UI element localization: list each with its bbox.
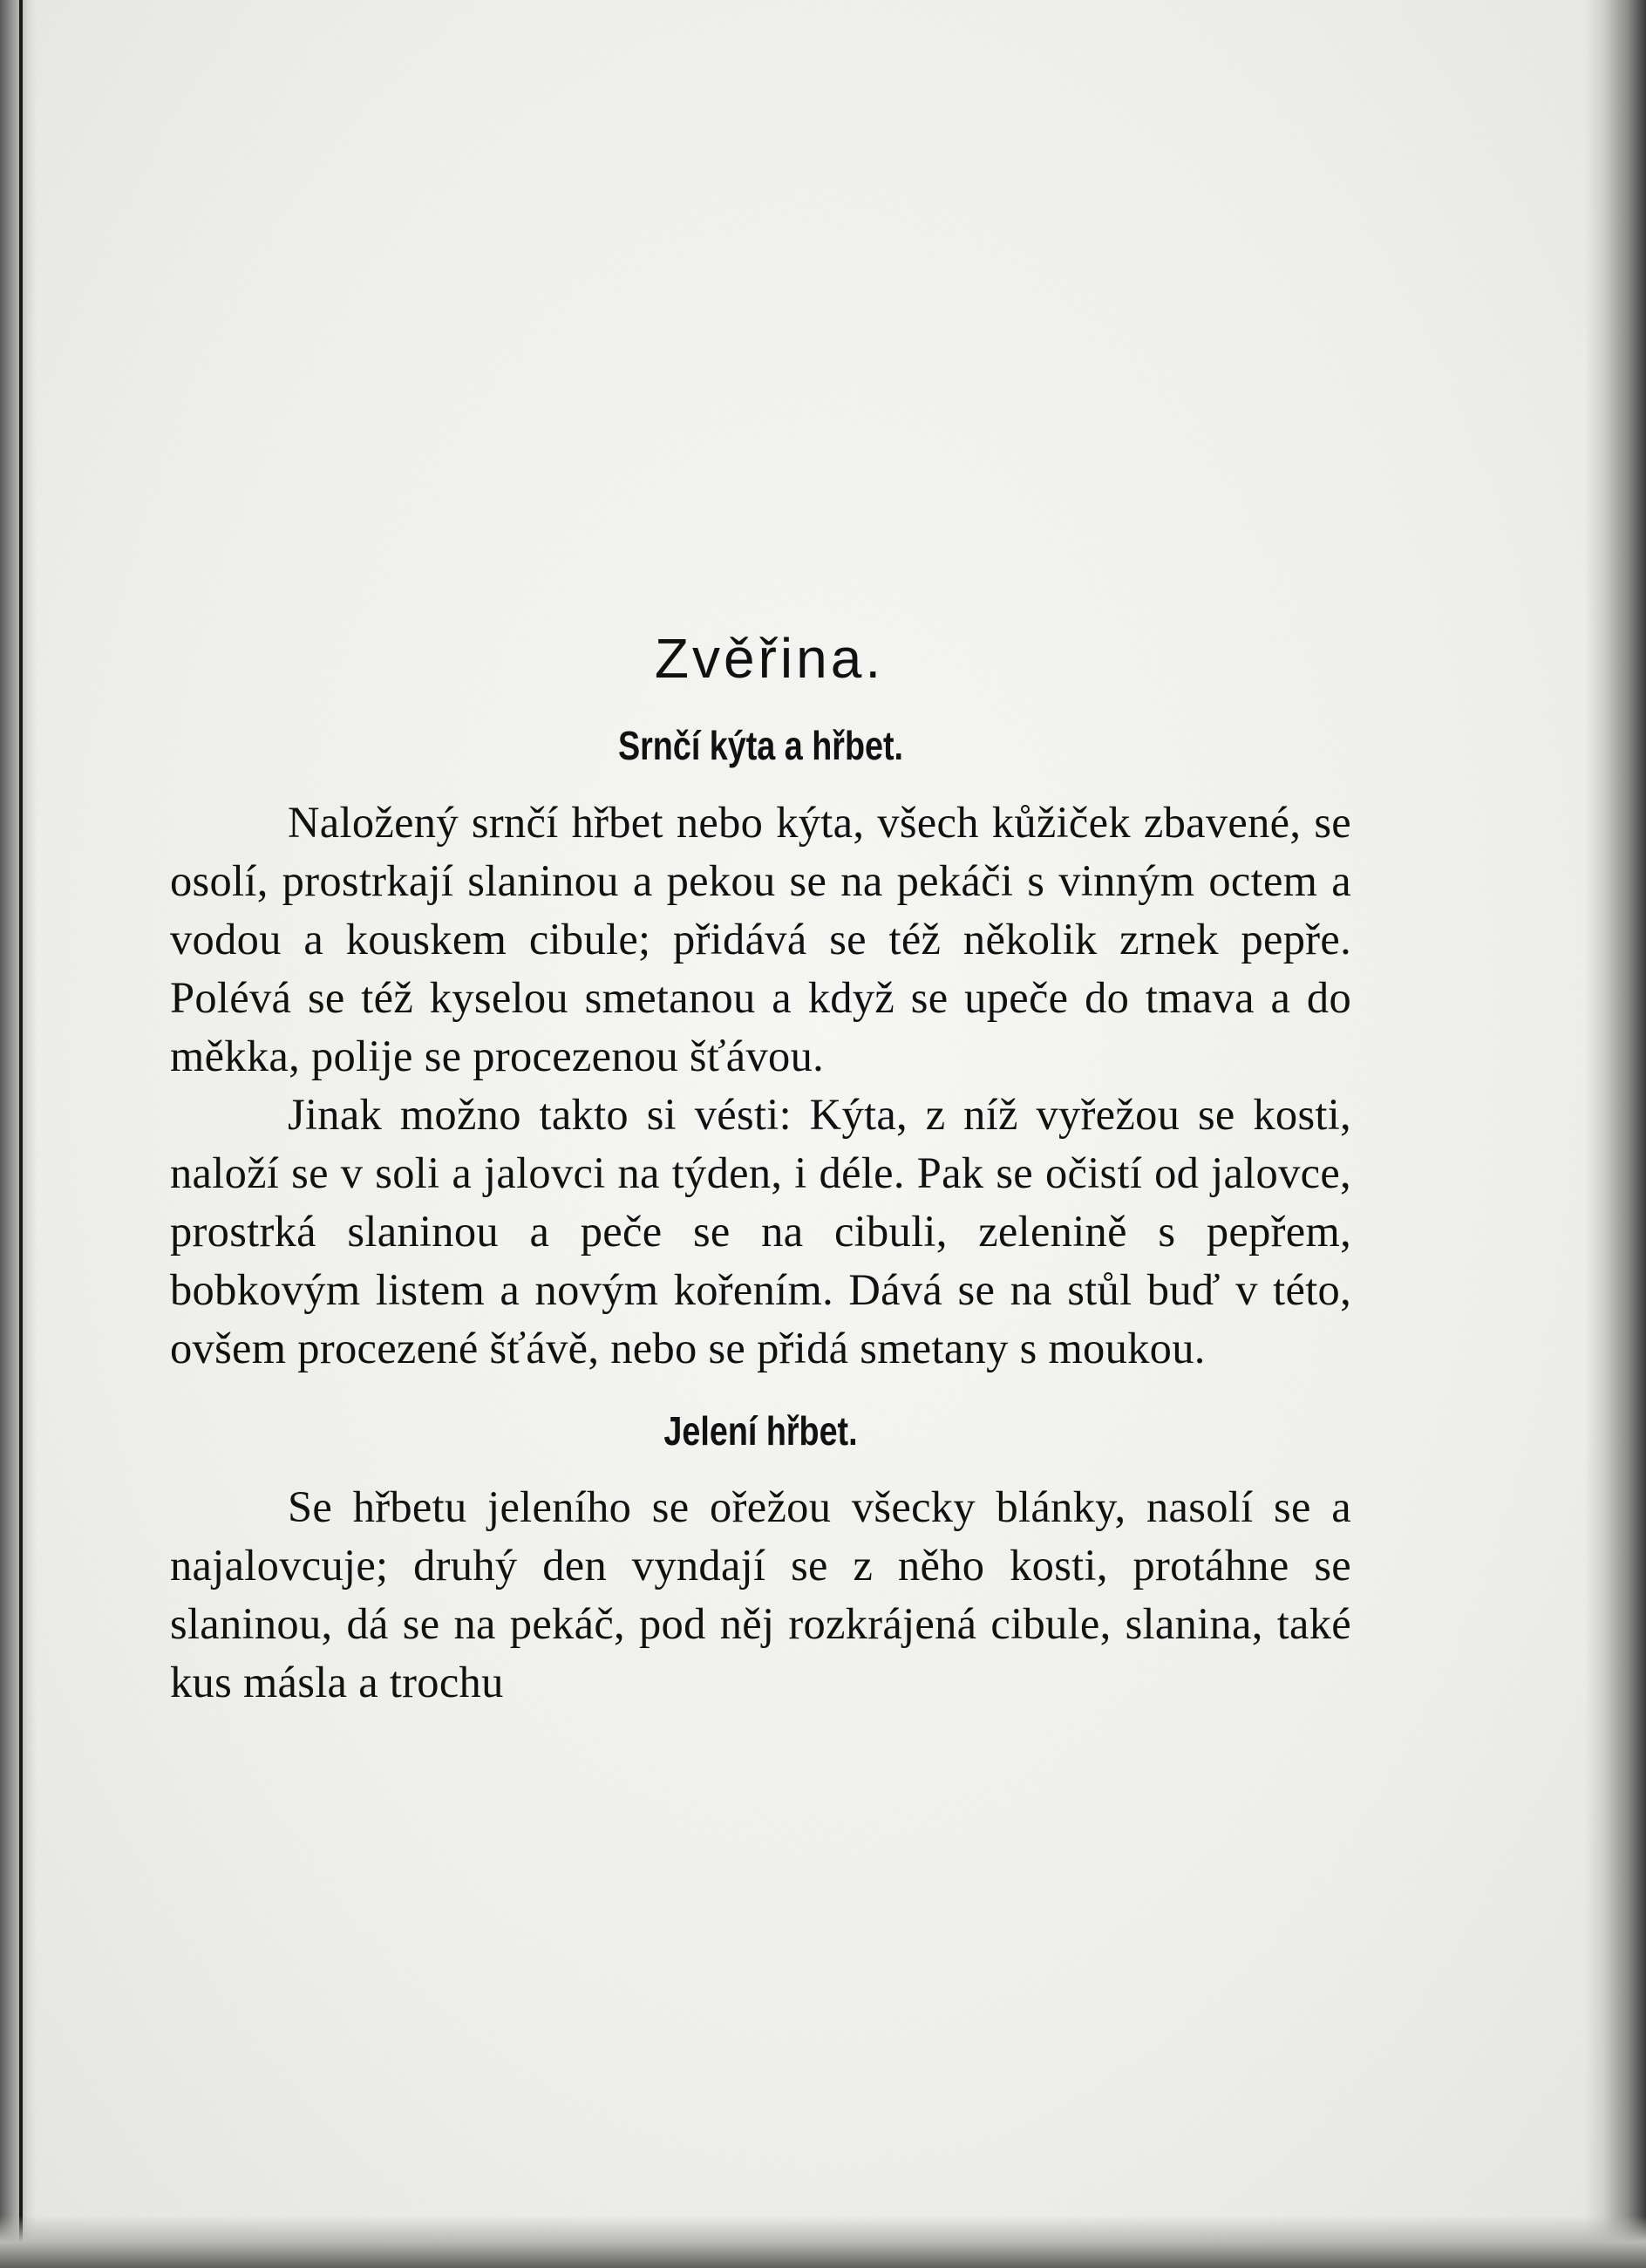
- page-bottom-edge-shadow: [0, 2216, 1646, 2268]
- page-left-edge-shadow: [0, 0, 37, 2268]
- paragraph: Se hřbetu jeleního se ořežou všecky blánky, nasolí se a najalovcuje; druhý den vyndají se z něho kosti, protáhne se slaninou, dá se na pekáč, pod něj rozkrájená cibule, slanina, také kus másla a trochu: [170, 1481, 1351, 1706]
- chapter-title: Zvěřina.: [654, 627, 885, 690]
- binding-line: [19, 0, 23, 2268]
- page-content: [170, 628, 1351, 1712]
- section-heading: Jelení hřbet.: [663, 1407, 858, 1454]
- paragraph: Naložený srnčí hřbet nebo kýta, všech kůžiček zbavené, se osolí, prostrkají slaninou a pekou se na pekáči s vinným octem a vodou a kouskem cibule; přidává se též několik zrnek pepře. Polévá se též kyselou smetanou a když se upeče do tmava a do měkka, polije se procezenou šťávou.: [170, 797, 1351, 1080]
- paragraph: Jinak možno takto si vésti: Kýta, z níž vyřežou se kosti, naloží se v soli a jalovci na týden, i déle. Pak se očistí od jalovce, prostrká slaninou a peče se na cibuli, zelenině s pepřem, bobkovým listem a novým kořením. Dává se na stůl buď v této, ovšem procezené šťávě, nebo se přidá smetany s moukou.: [170, 1089, 1351, 1372]
- section-heading: Srnčí kýta a hřbet.: [617, 723, 904, 769]
- page-right-edge-shadow: [1585, 0, 1646, 2268]
